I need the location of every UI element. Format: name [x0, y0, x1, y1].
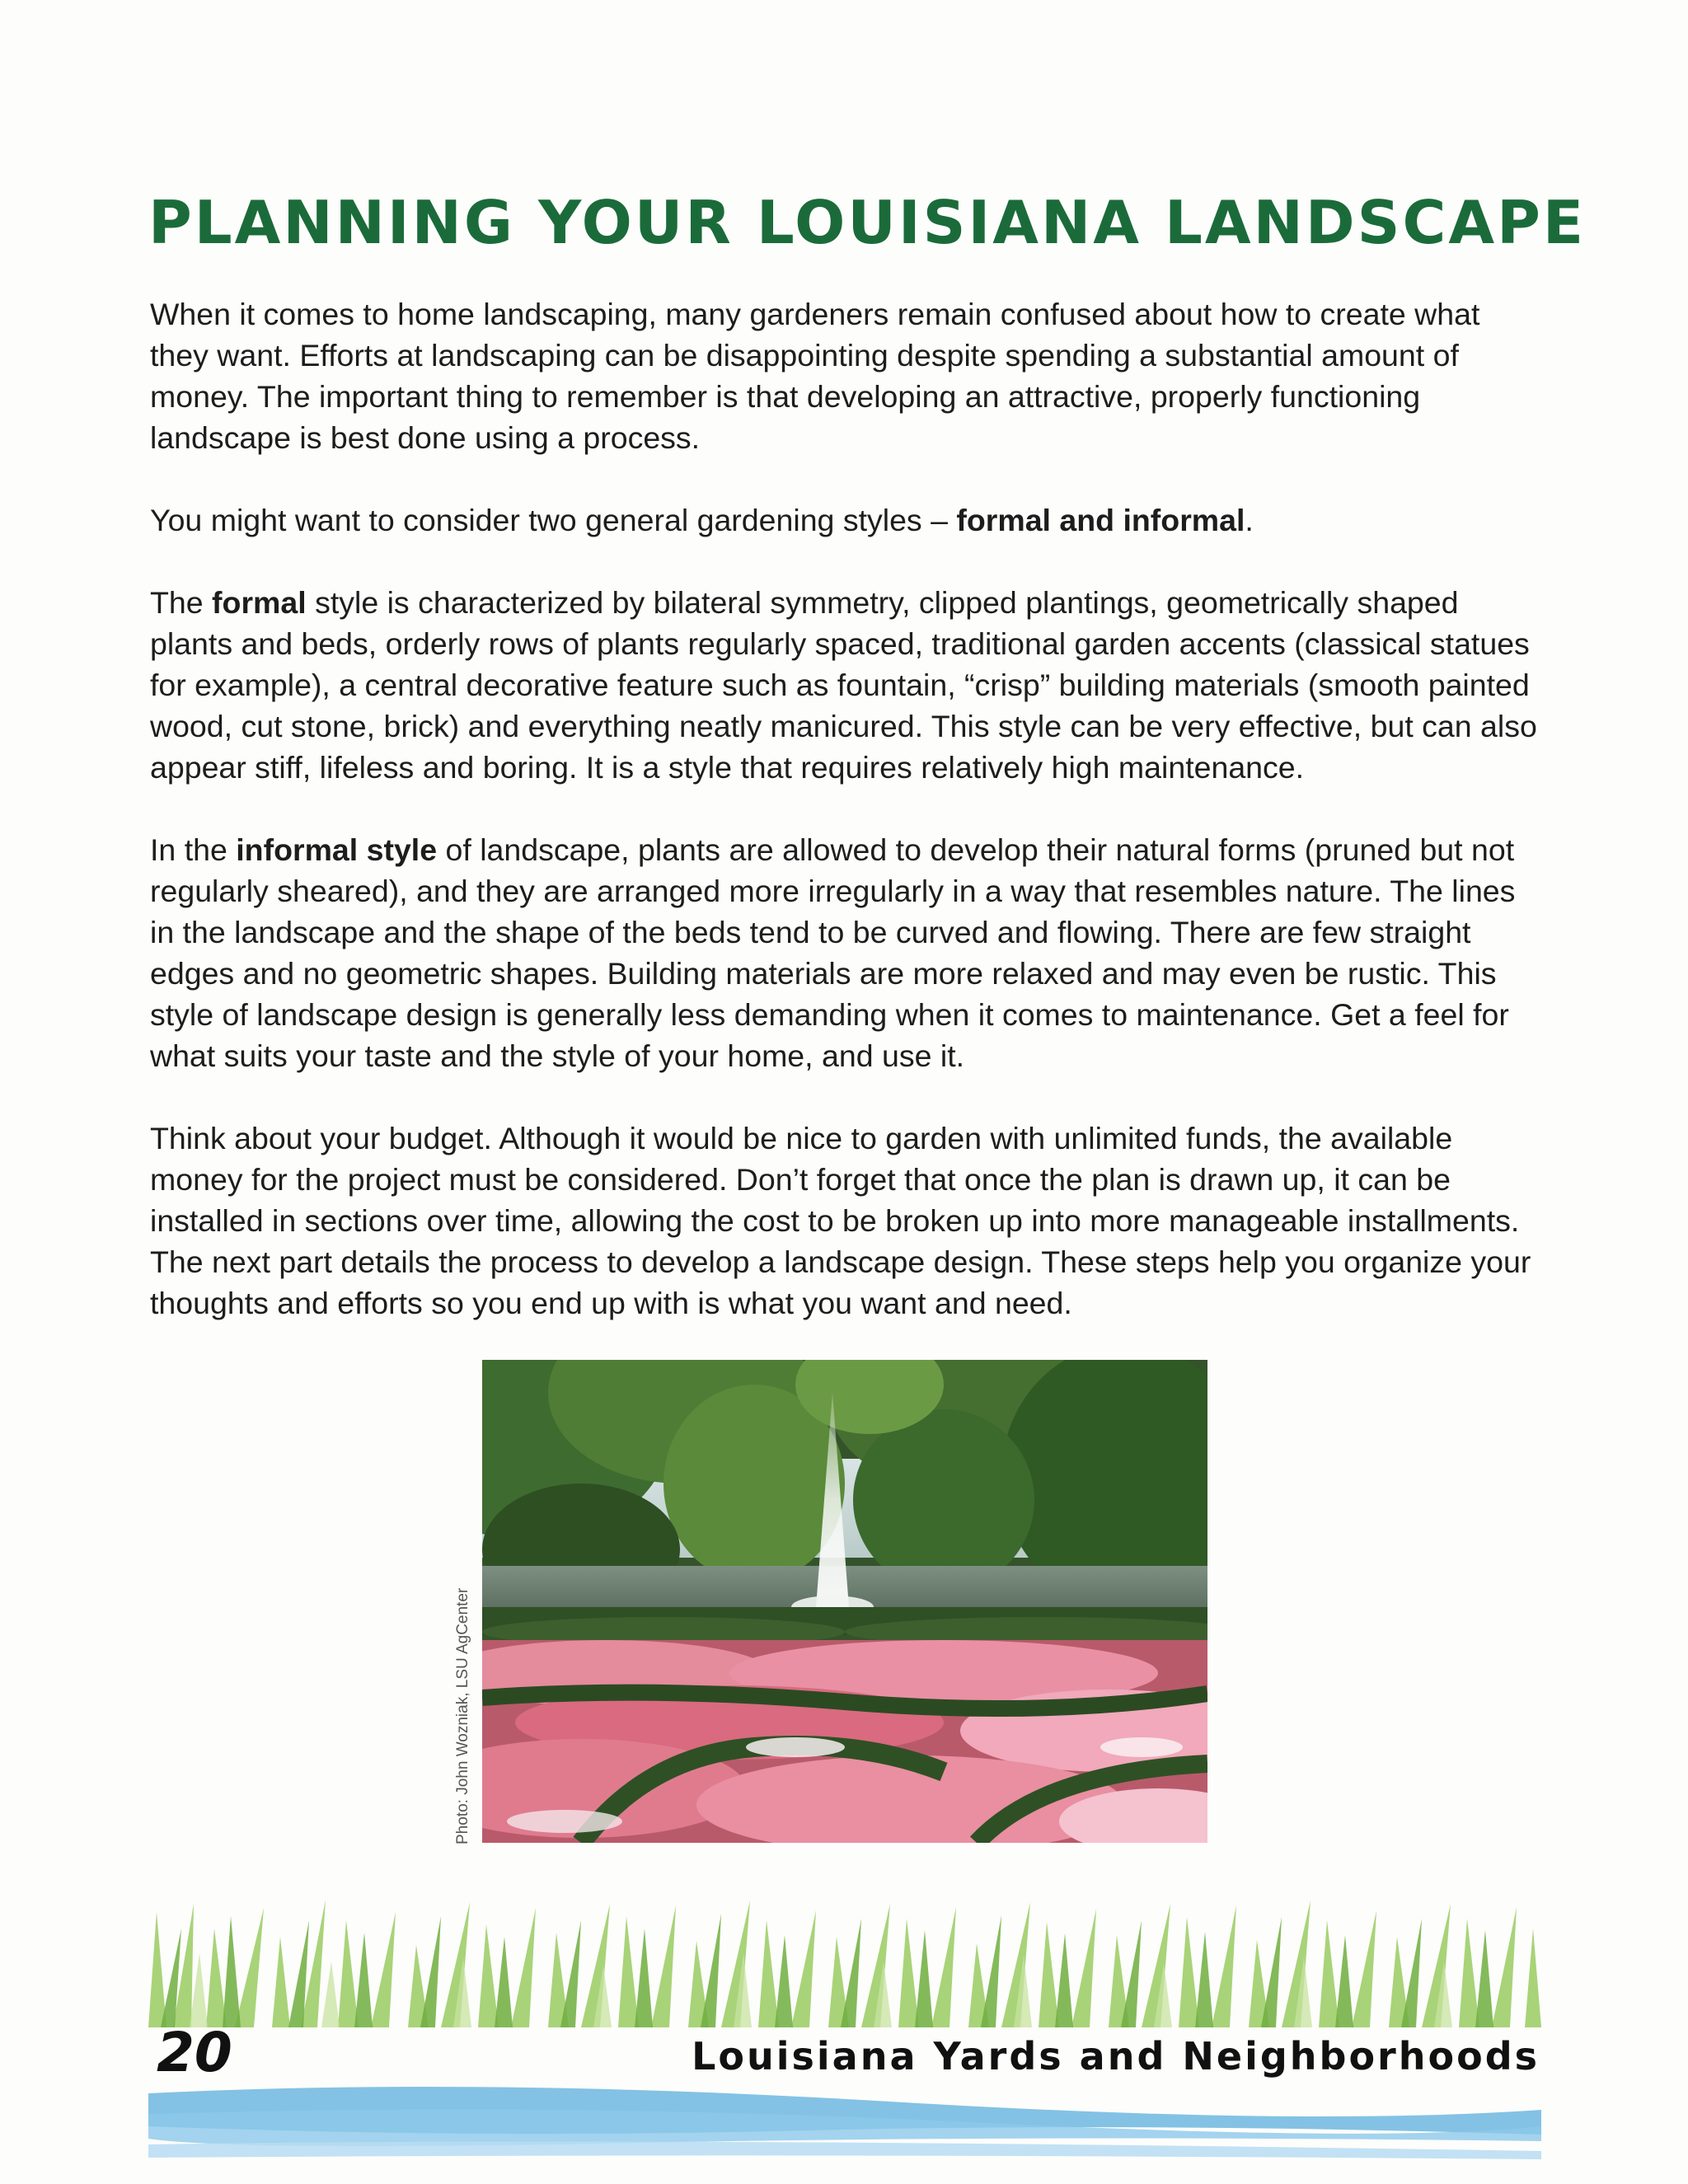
formal-bold: formal: [212, 585, 307, 620]
page-title: PLANNING YOUR LOUISIANA LANDSCAPE: [148, 188, 1587, 257]
informal-paragraph: [150, 829, 1543, 1076]
photo-credit: Photo: John Wozniak, LSU AgCenter: [454, 1587, 471, 1844]
water-illustration: [148, 2077, 1541, 2168]
garden-photo: [482, 1360, 1207, 1843]
body-text: [150, 293, 1543, 1365]
publication-title: Louisiana Yards and Neighborhoods: [692, 2034, 1540, 2079]
intro-paragraph: When it comes to home landscaping, many gardeners remain confused about how to create what they want. Efforts at landscaping can be disappointing despite spending a substantial amount of money. The important thing to remember is that developing an attractive, properly functioning landscape is best done using a process.: [150, 297, 1480, 455]
grass-illustration: [148, 1896, 1541, 2027]
formal-paragraph: [150, 582, 1543, 788]
styles-bold: formal and informal: [956, 503, 1245, 537]
styles-end: .: [1245, 503, 1254, 537]
styles-paragraph: [150, 499, 1543, 541]
garden-photo-illustration: [482, 1360, 1207, 1843]
informal-bold: informal style: [236, 832, 438, 867]
informal-lead: In the: [150, 832, 237, 867]
formal-lead: The: [150, 585, 213, 620]
water-decoration: [148, 2077, 1541, 2168]
grass-decoration: [148, 1896, 1541, 2027]
informal-text: of landscape, plants are allowed to develop their natural forms (pruned but not regularly sheared), and they are arranged more irregularly in a way that resembles nature. The lines in the landscape and the shape of the beds tend to be curved and flowing. There are few straight edges and no geometric shapes. Building materials are more relaxed and may even be rustic. This style of landscape design is generally less demanding when it comes to maintenance. Get a feel for what suits your taste and the style of your home, and use it.: [150, 832, 1516, 1073]
page-number: 20: [157, 2021, 232, 2084]
budget-paragraph: Think about your budget. Although it would be nice to garden with unlimited funds, the available money for the project must be considered. Don’t forget that once the plan is drawn up, it can be installed in sections over time, allowing the cost to be broken up into more manageable installments. The next part details the process to develop a landscape design. These steps help you organize your thoughts and efforts so you end up with is what you want and need.: [150, 1121, 1531, 1320]
styles-text: You might want to consider two general gardening styles –: [150, 503, 957, 537]
formal-text: style is characterized by bilateral symmetry, clipped plantings, geometrically shaped plants and beds, orderly rows of plants regularly spaced, traditional garden accents (classical statues for example), a central decorative feature such as fountain, “crisp” building materials (smooth painted wood, cut stone, brick) and everything neatly manicured. This style can be very effective, but can also appear stiff, lifeless and boring. It is a style that requires relatively high maintenance.: [150, 585, 1537, 785]
